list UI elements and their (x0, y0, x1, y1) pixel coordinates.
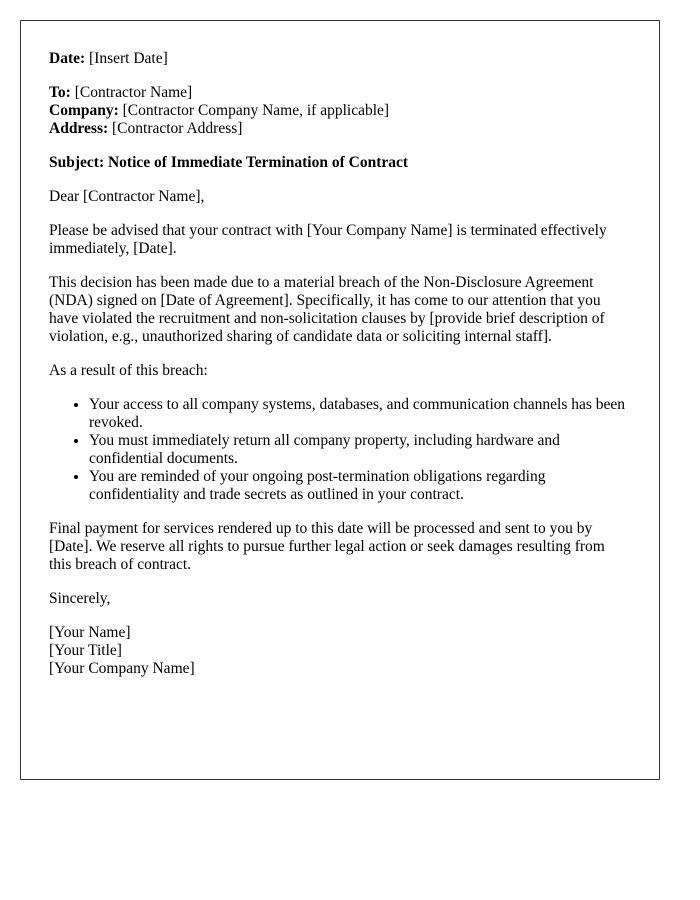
date-line (49, 50, 631, 68)
address-line (49, 120, 631, 138)
list-item: • Your access to all company systems, databases, and communication channels has been revoked. (89, 396, 631, 432)
date-label: Date: (49, 50, 86, 67)
signoff: Sincerely, (49, 590, 111, 607)
paragraph-result-intro: As a result of this breach: (49, 362, 208, 379)
signature-name: [Your Name] (49, 624, 131, 641)
paragraph-notice: Please be advised that your contract with [Your Company Name] is terminated effectively immediately, [Date]. (49, 222, 607, 257)
paragraph-payment: Final payment for services rendered up to this date will be processed and sent to you by [Date]. We reserve all rights to pursue further legal action or seek damages resulting from this breach of contract. (49, 520, 605, 573)
letter-page (20, 20, 660, 780)
signature-title: [Your Title] (49, 642, 122, 659)
company-value: [Contractor Company Name, if applicable] (122, 102, 390, 119)
subject-line: Subject: Notice of Immediate Termination of Contract (49, 154, 409, 171)
recipient-block (49, 84, 631, 138)
signature-block (49, 624, 631, 678)
list-item: • You are reminded of your ongoing post-termination obligations regarding confidentiality and trade secrets as outlined in your contract. (89, 468, 631, 504)
consequence-list (49, 396, 631, 504)
company-label: Company: (49, 102, 119, 119)
to-label: To: (49, 84, 71, 101)
address-value: [Contractor Address] (112, 120, 243, 137)
to-line (49, 84, 631, 102)
signature-company: [Your Company Name] (49, 660, 195, 677)
salutation: Dear [Contractor Name], (49, 188, 205, 205)
list-item: • You must immediately return all company property, including hardware and confidential documents. (89, 432, 631, 468)
company-line (49, 102, 631, 120)
paragraph-reason: This decision has been made due to a material breach of the Non-Disclosure Agreement (NDA) signed on [Date of Agreement]. Specifically, it has come to our attention that you have violated the recruitment and non-solicitation clauses by [provide brief description of violation, e.g., unauthorized sharing of candidate data or soliciting internal staff]. (49, 274, 605, 345)
address-label: Address: (49, 120, 109, 137)
to-value: [Contractor Name] (74, 84, 193, 101)
date-value: [Insert Date] (89, 50, 168, 67)
